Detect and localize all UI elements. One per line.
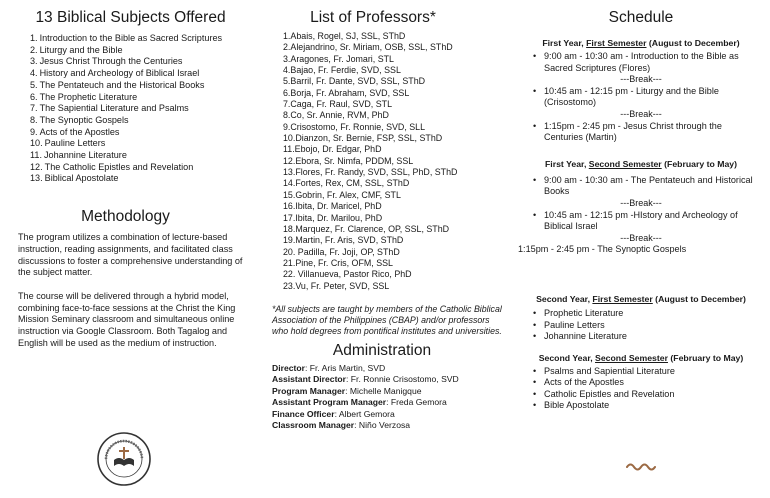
subject-item: 7. The Sapiential Literature and Psalms	[30, 103, 189, 114]
professors-list	[272, 31, 504, 292]
professor-item: 9.Crisostomo, Fr. Ronnie, SVD, SLL	[283, 121, 426, 132]
break-label: ---Break---	[620, 74, 662, 85]
break-label: ---Break---	[620, 108, 662, 119]
professor-item: 7.Caga, Fr. Raul, SVD, STL	[283, 99, 393, 110]
administration-list	[272, 363, 504, 432]
professor-item: 23.Vu, Fr. Peter, SVD, SSL	[283, 280, 390, 291]
subject-item: 13. Biblical Apostolate	[30, 173, 119, 184]
subject-item: 11. Johannine Literature	[30, 150, 127, 161]
methodology-paragraph: The program utilizes a combination of lecture-based instruction, reading assignments, and facilitated class discussions to foster a comprehensive understanding of the subject matter.	[18, 232, 243, 278]
professor-item: 5.Barril, Fr. Dante, SVD, SSL, SThD	[283, 76, 426, 87]
professor-item: 14.Fortes, Rex, CM, SSL, SThD	[283, 178, 410, 189]
methodology-section	[18, 207, 243, 349]
professor-item: 20. Padilla, Fr. Joji, OP, SThD	[283, 246, 400, 257]
schedule-item: • Catholic Epistles and Revelation	[528, 389, 760, 401]
admin-item: Classroom Manager: Niño Verzosa	[272, 420, 411, 431]
schedule-list	[522, 175, 760, 198]
professor-item: 3.Aragones, Fr. Jomari, STL	[283, 53, 394, 64]
professors-title: List of Professors*	[310, 9, 436, 26]
professor-item: 1.Abais, Rogel, SJ, SSL, SThD	[283, 31, 406, 41]
schedule-list	[522, 210, 760, 233]
decorative-squiggle-icon	[626, 461, 656, 473]
schedule-list	[522, 51, 760, 74]
subject-item: 9. Acts of the Apostles	[30, 126, 120, 137]
professors-column	[272, 0, 504, 432]
subjects-column	[18, 0, 243, 349]
schedule-list	[522, 308, 760, 343]
professor-item: 4.Bajao, Fr. Ferdie, SVD, SSL	[283, 65, 401, 76]
semester-heading: Second Year, First Semester (August to December)	[536, 293, 746, 304]
schedule-item: • Acts of the Apostles	[528, 377, 760, 389]
professor-item: 19.Martin, Fr. Aris, SVD, SThD	[283, 235, 404, 246]
subject-item: 3. Jesus Christ Through the Centuries	[30, 56, 183, 67]
schedule-list	[522, 86, 760, 109]
subject-item: 12. The Catholic Epistles and Revelation	[30, 161, 194, 172]
schedule-item: • Psalms and Sapiential Literature	[528, 366, 760, 378]
professor-item: 11.Ebojo, Dr. Edgar, PhD	[283, 144, 382, 155]
professor-item: 18.Marquez, Fr. Clarence, OP, SSL, SThD	[283, 223, 450, 234]
subjects-list	[18, 33, 243, 185]
schedule-item: • Johannine Literature	[528, 331, 760, 343]
break-label: ---Break---	[620, 232, 662, 243]
subject-item: 1. Introduction to the Bible as Sacred Scriptures	[30, 33, 223, 43]
subject-item: 10. Pauline Letters	[30, 138, 106, 149]
admin-item: Director: Fr. Aris Martin, SVD	[272, 362, 386, 373]
professor-item: 16.Ibita, Dr. Maricel, PhD	[283, 201, 382, 212]
professor-item: 12.Ebora, Sr. Nimfa, PDDM, SSL	[283, 155, 414, 166]
semester-heading: First Year, Second Semester (February to May)	[544, 158, 738, 169]
break-label: ---Break---	[620, 197, 662, 208]
schedule-item: • 9:00 am - 10:30 am - Introduction to the Bible as Sacred Scriptures (Flores)	[528, 51, 760, 74]
admin-item: Finance Officer: Albert Gemora	[272, 408, 395, 419]
subject-item: 2. Liturgy and the Bible	[30, 44, 123, 55]
subject-item: 5. The Pentateuch and the Historical Books	[30, 79, 205, 90]
professor-item: 8.Co, Sr. Annie, RVM, PhD	[283, 110, 389, 121]
semester-heading: First Year, First Semester (August to December)	[542, 38, 740, 48]
professor-item: 6.Borja, Fr. Abraham, SVD, SSL	[283, 87, 410, 98]
professor-item: 21.Pine, Fr. Cris, OFM, SSL	[283, 257, 393, 268]
schedule-column	[518, 0, 760, 412]
subject-item: 8. The Synoptic Gospels	[30, 114, 129, 125]
schedule-item: • 9:00 am - 10:30 am - The Pentateuch and Historical Books	[528, 175, 760, 198]
professors-footnote: *All subjects are taught by members of the Catholic Biblical Association of the Philippines (CBAP) and/or professors who hold degrees from pontifical institutes and universities.	[272, 303, 502, 337]
subject-item: 4. History and Archeology of Biblical Israel	[30, 68, 200, 79]
methodology-paragraph: The course will be delivered through a hybrid model, combining face-to-face sessions at the Christ the King Mission Seminary classroom and simultaneous online instruction via Google Classroom. Both Tagalog and English will be used as the medium of instruction.	[18, 290, 236, 348]
schedule-item: • Pauline Letters	[528, 320, 760, 332]
professor-item: 13.Flores, Fr. Randy, SVD, SSL, PhD, SThD	[283, 167, 458, 178]
methodology-title: Methodology	[81, 208, 170, 226]
schedule-item: • 10:45 am - 12:15 pm - Liturgy and the Bible (Crisostomo)	[528, 86, 760, 109]
admin-item: Assistant Director: Fr. Ronnie Crisostomo, SVD	[272, 374, 459, 385]
admin-item: Program Manager: Michelle Manigque	[272, 385, 422, 396]
semester-heading: Second Year, Second Semester (February to May)	[538, 352, 744, 363]
schedule-list	[522, 366, 760, 412]
administration-title: Administration	[332, 341, 432, 359]
professor-item: 2.Alejandrino, Sr. Miriam, OSB, SSL, SThD	[283, 42, 453, 53]
schedule-title: Schedule	[608, 9, 674, 26]
professor-item: 17.Ibita, Dr. Marilou, PhD	[283, 212, 383, 223]
professor-item: 10.Dianzon, Sr. Bernie, FSP, SSL, SThD	[283, 133, 443, 144]
professor-item: 15.Gobrin, Fr. Alex, CMF, STL	[283, 189, 401, 200]
schedule-item: • Prophetic Literature	[528, 308, 760, 320]
schedule-item: 1:15pm - 2:45 pm - The Synoptic Gospels	[518, 244, 687, 255]
schedule-item: • Bible Apostolate	[528, 400, 760, 412]
schedule-list	[522, 121, 760, 144]
schedule-item: • 10:45 am - 12:15 pm -HIstory and Archeology of Biblical Israel	[528, 210, 760, 233]
subjects-title: 13 Biblical Subjects Offered	[35, 9, 226, 26]
seal-logo	[96, 431, 152, 487]
schedule-item: • 1:15pm - 2:45 pm - Jesus Christ through the Centuries (Martin)	[528, 121, 760, 144]
admin-item: Assistant Program Manager: Freda Gemora	[272, 397, 447, 408]
professor-item: 22. Villanueva, Pastor Rico, PhD	[283, 269, 412, 280]
subject-item: 6. The Prophetic Literature	[30, 91, 138, 102]
